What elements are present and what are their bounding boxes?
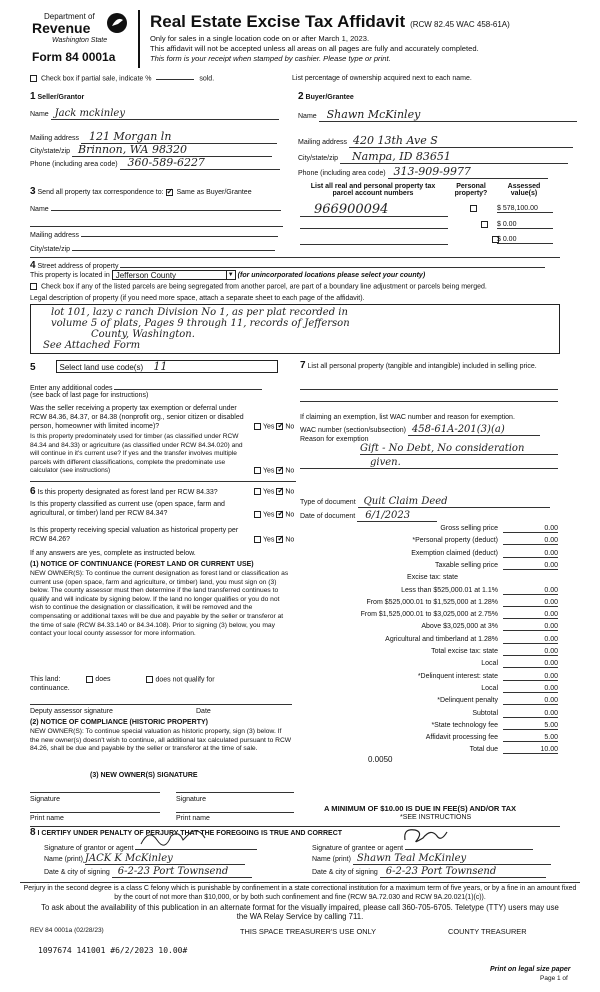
buyer-city-field[interactable]: Nampa, ID 83651 <box>340 150 568 164</box>
notice1-title: (1) NOTICE OF CONTINUANCE (FOREST LAND OR CURRENT USE) <box>30 561 254 568</box>
signature-label-2: Signature <box>176 796 206 803</box>
see-instructions: *SEE INSTRUCTIONS <box>400 814 472 821</box>
calc-row-value[interactable]: 0.00 <box>503 537 558 545</box>
current-use-yes[interactable] <box>254 511 261 518</box>
q-exemption-no[interactable] <box>276 423 283 430</box>
section-divider-4 <box>30 257 560 258</box>
grantor-sig-row: Signature of grantor or agent <box>44 840 257 852</box>
partial-sale-percent[interactable] <box>156 79 194 80</box>
county-select[interactable] <box>112 270 236 280</box>
grantor-name-field[interactable]: JACK K McKinley <box>85 853 245 865</box>
wa-logo-icon <box>106 12 128 34</box>
calc-row-value[interactable]: 0.00 <box>503 599 558 607</box>
print-name-line-1[interactable] <box>30 812 160 813</box>
land-does-checkbox[interactable] <box>86 676 93 683</box>
corr-name-row: Name <box>30 203 281 213</box>
grantee-signature-scribble <box>401 824 451 846</box>
parcel-number-1[interactable]: 966900094 <box>300 202 448 217</box>
corr-name-field[interactable] <box>51 203 281 211</box>
legal-line-3: County, Washington. <box>91 329 195 340</box>
legal-line-1: lot 101, lazy c ranch Division No 1, as per plat recorded in <box>51 307 348 318</box>
calc-row-label: Agricultural and timberland at 1.28% <box>385 635 498 643</box>
personal-property-checkbox-1[interactable] <box>470 205 477 212</box>
assessed-value-3[interactable]: $ 0.00 <box>497 236 553 244</box>
q-exemption: Was the seller receiving a property tax exemption or deferral under RCW 84.36, 84.37, or 84.38 (nonprofit org., senior citizen or disabled person, homeowner with limited income)? <box>30 405 244 430</box>
personal-col-header: Personal property? <box>454 183 488 197</box>
notice1-body: NEW OWNER(S): To continue the current designation as forest land or classification as current use (open space, farm and agriculture, or timber) land, you must sign on (3) below. The county assessor must then determine if the land transferred continues to qualify and will indicate by signing below. If the land no longer qualifies or you do not wish to continue the designation or classification, it will be removed and the compensating or additional taxes will be due and payable by the seller or transferor at the time of sale (RCW 84.33.140 or 84.34.108). Prior to signing (3) below, you may contact your local county assessor for more information. <box>30 570 289 638</box>
q-timber: Is this property predominately used for timber (as classified under RCW 84.34 and 84.33) or agriculture (as classified under RCW 84.34.020) and will continue in it's current use? If yes and the transfer involves multiple parcels with different classifications, complete the predominate use calculator (see instructions) <box>30 433 243 474</box>
treasurer-use: THIS SPACE TREASURER'S USE ONLY <box>240 927 377 936</box>
partial-sale-row <box>30 75 214 82</box>
deputy-signature-label: Deputy assessor signature <box>30 708 113 715</box>
seller-city-field[interactable]: Brinnon, WA 98320 <box>72 143 272 157</box>
calc-row-label: *State technology fee <box>431 721 498 729</box>
print-name-label-2: Print name <box>176 815 210 822</box>
calc-row-value[interactable]: 0.00 <box>503 648 558 656</box>
partial-sale-sold: sold. <box>199 75 215 83</box>
current-use-q: Is this property classified as current use (open space, farm and agricultural, or timber) land per RCW 84.34? <box>30 501 225 517</box>
historic-no[interactable] <box>276 536 283 543</box>
legal-desc-label: Legal description of property (if you need more space, attach a separate sheet to each page of the affidavit). <box>30 295 365 302</box>
tax-calc-table <box>296 522 566 812</box>
personal-property-line-1[interactable] <box>300 389 558 390</box>
calc-row-value[interactable]: 0.00 <box>503 685 558 693</box>
answers-note: If any answers are yes, complete as instructed below. <box>30 550 196 557</box>
page-title: Real Estate Excise Tax Affidavit <box>150 12 406 31</box>
street-address-field[interactable] <box>120 260 545 268</box>
historic-q: Is this property receiving special valuation as historical property per RCW 84.26? <box>30 527 239 543</box>
corr-mailing-field[interactable] <box>81 229 278 237</box>
buyer-name-field[interactable]: Shawn McKinley <box>319 108 577 122</box>
forest-no[interactable] <box>276 488 283 495</box>
calc-row-value[interactable]: 0.00 <box>503 587 558 595</box>
buyer-phone-row: Phone (including area code) 313-909-9977 <box>298 165 548 179</box>
calc-row-label: *Personal property (deduct) <box>412 537 498 545</box>
calc-row-value[interactable]: 5.00 <box>503 722 558 730</box>
seller-phone-row: Phone (including area code) 360-589-6227 <box>30 156 280 170</box>
forest-q-row: 6 Is this property designated as forest land per RCW 84.33? <box>30 486 218 497</box>
header-sub2: This affidavit will not be accepted unless all areas on all pages are fully and accurately completed. <box>150 44 479 53</box>
current-use-answers: Yes ✓ No <box>254 511 294 518</box>
calc-row-value[interactable]: 0.00 <box>503 611 558 619</box>
calc-row-label: From $525,000.01 to $1,525,000 at 1.28% <box>366 598 498 606</box>
wac-field[interactable]: 458-61A-201(3)(a) <box>408 424 540 436</box>
calc-row-value[interactable]: 0.00 <box>503 623 558 631</box>
parcel-number-3[interactable] <box>300 244 448 245</box>
corr-mailing-row: Mailing address <box>30 229 278 239</box>
forest-yes[interactable] <box>254 488 261 495</box>
calc-row-value[interactable]: 0.00 <box>503 673 558 681</box>
back-note: (see back of last page for instructions) <box>30 392 149 399</box>
buyer-mailing-row: Mailing address 420 13th Ave S <box>298 134 573 148</box>
personal-property-checkbox-2[interactable] <box>481 221 488 228</box>
wac-row: WAC number (section/subsection) 458-61A-201(3)(a) <box>300 424 540 436</box>
alt-format-notice: To ask about the availability of this publication in an alternate format for the visually impaired, please call 360-705-6705. Teletype (TTY) users may use the WA Relay Service by calling 711. <box>41 903 559 921</box>
title-block <box>150 12 510 32</box>
land-use-value: 11 <box>153 360 168 373</box>
notice2-title: (2) NOTICE OF COMPLIANCE (HISTORIC PROPERTY) <box>30 719 208 726</box>
doc-date-field[interactable]: 6/1/2023 <box>357 510 437 522</box>
q-timber-no[interactable] <box>276 467 283 474</box>
seller-name-field[interactable]: Jack mckinley <box>51 108 279 120</box>
section-divider-6 <box>30 481 296 482</box>
reason-line-2[interactable]: given. <box>300 457 558 469</box>
legal-description-field[interactable] <box>30 304 560 354</box>
grantee-signature-field[interactable] <box>405 840 533 850</box>
parcel-col-header: List all real and personal property tax parcel account numbers <box>310 183 436 197</box>
calc-row-label: *Delinquent interest: state <box>417 672 498 680</box>
calc-row-label: Subtotal <box>472 709 498 717</box>
header-sub3: This form is your receipt when stamped by cashier. Please type or print. <box>150 54 391 63</box>
grantee-name-row: Name (print) Shawn Teal McKinley <box>312 853 551 865</box>
q-timber-yes[interactable] <box>254 467 261 474</box>
this-land-row: This land: does does not qualify for <box>30 676 215 684</box>
calc-row-value[interactable]: 0.00 <box>503 636 558 644</box>
dor-logo <box>30 10 130 46</box>
deputy-signature-line[interactable] <box>30 704 292 705</box>
seller-heading: 1 Seller/Grantor <box>30 91 85 102</box>
ownership-note: List percentage of ownership acquired next to each name. <box>292 75 472 82</box>
rev-number: REV 84 0001a (02/28/23) <box>30 927 104 934</box>
seller-mailing-row: Mailing address 121 Morgan ln <box>30 130 277 144</box>
county-treasurer: COUNTY TREASURER <box>448 927 527 936</box>
historic-answers: Yes ✓ No <box>254 536 294 543</box>
seller-name-row: Name Jack mckinley <box>30 108 279 120</box>
county-row: This property is located in Jefferson County ▼ (for unincorporated locations please select your county) <box>30 271 426 280</box>
land-use-select[interactable]: Select land use code(s) 11 <box>56 360 278 373</box>
buyer-mailing-field[interactable]: 420 13th Ave S <box>349 134 573 148</box>
q-exemption-yes[interactable] <box>254 423 261 430</box>
county-select-value: Jefferson County <box>115 271 177 280</box>
print-name-line-2[interactable] <box>176 812 294 813</box>
street-row: 4 Street address of property <box>30 260 545 271</box>
reason-line-1[interactable]: Gift - No Debt, No consideration <box>360 443 558 455</box>
buyer-heading: 2 Buyer/Grantee <box>298 91 354 102</box>
page-number: Page 1 of <box>540 975 568 982</box>
perjury-notice: Perjury in the second degree is a class C felony which is punishable by confinement in a state correctional institution for a maximum term of five years, or by a fine in an amount fixed by the court of not more than $10,000, or by both such confinement and fine (RCW 9A.72.030 and RCW 9A.20.021(1)(c)). <box>20 882 580 902</box>
historic-yes[interactable] <box>254 536 261 543</box>
doc-date-row: Date of document 6/1/2023 <box>300 510 437 522</box>
calc-row-label: Affidavit processing fee <box>425 734 498 742</box>
local-rate: 0.0050 <box>368 755 393 764</box>
grantee-sig-row: Signature of grantee or agent <box>312 840 533 852</box>
grantee-date-field[interactable]: 6-2-23 Port Townsend <box>380 866 546 878</box>
partial-sale-label: Check box if partial sale, indicate % <box>40 75 152 83</box>
q-timber-answers: Yes ✓ No <box>254 467 294 474</box>
land-does-not-checkbox[interactable] <box>146 676 153 683</box>
signature-label-1: Signature <box>30 796 60 803</box>
calc-row-value[interactable]: 10.00 <box>503 746 558 754</box>
parcel-number-2[interactable] <box>300 228 448 229</box>
new-owner-sig-line-1[interactable] <box>30 792 160 793</box>
grantee-date-row: Date & city of signing 6-2-23 Port Townsend <box>312 866 546 878</box>
calc-row-label: Total due <box>469 746 498 754</box>
calc-row-label: Gross selling price <box>440 525 498 532</box>
continuance-label: continuance. <box>30 685 70 692</box>
exemption-note: If claiming an exemption, list WAC number and reason for exemption. <box>300 414 515 421</box>
legal-line-2: volume 5 of plats, Pages 9 through 11, records of Jefferson <box>51 318 350 329</box>
doc-type-field[interactable]: Quit Claim Deed <box>358 496 550 508</box>
legal-line-4: See Attached Form <box>43 340 141 351</box>
title-rcw: (RCW 82.45 WAC 458-61A) <box>410 20 510 29</box>
grantor-signature-field[interactable] <box>135 840 257 850</box>
buyer-name-row: Name Shawn McKinley <box>298 108 577 122</box>
cashier-stamp: 1097674 141001 #6/2/2023 10.00# <box>38 946 188 955</box>
deputy-date-label: Date <box>196 708 211 715</box>
notice2-body: NEW OWNER(S): To continue special valuation as historic property, sign (3) below. If the new owner(s) doesn't wish to continue, all additional tax calculated pursuant to RCW 84.26, shall be due and payable by the seller or transferor at the time of sale. <box>30 728 292 753</box>
grantee-name-field[interactable]: Shawn Teal McKinley <box>353 853 551 865</box>
calc-row-label: Above $3,025,000 at 3% <box>421 623 498 631</box>
additional-codes-field[interactable] <box>114 382 262 390</box>
calc-row-value[interactable]: 0.00 <box>503 697 558 705</box>
current-use-no[interactable] <box>276 511 283 518</box>
print-legal-note: Print on legal size paper <box>490 966 571 973</box>
calc-row-value[interactable]: 5.00 <box>503 734 558 742</box>
grantor-name-row: Name (print) JACK K McKinley <box>44 853 245 865</box>
seller-phone-field[interactable]: 360-589-6227 <box>120 156 280 170</box>
correspondence-heading: 3 Send all property tax correspondence to: ✓ Same as Buyer/Grantee <box>30 186 252 197</box>
calc-row-value[interactable]: 0.00 <box>503 710 558 718</box>
segregation-checkbox[interactable] <box>30 283 37 290</box>
assessed-col-header: Assessed value(s) <box>507 183 541 197</box>
calc-row-label: Less than $525,000.01 at 1.1% <box>401 586 498 594</box>
section7-heading: 7 List all personal property (tangible and intangible) included in selling price. <box>300 360 537 371</box>
corr-city-field[interactable] <box>72 243 275 251</box>
dept-line1: Department of <box>44 12 95 21</box>
land-use-row: 5 Select land use code(s) 11 <box>30 360 278 373</box>
calc-row-label: Exemption claimed (deduct) <box>411 549 498 557</box>
additional-codes-label: Enter any additional codes <box>30 382 262 392</box>
minimum-note: A MINIMUM OF $10.00 IS DUE IN FEE(S) AND/OR TAX <box>324 804 517 813</box>
corr-city-row: City/state/zip <box>30 243 275 253</box>
calc-row-label: Local <box>481 660 498 668</box>
assessed-value-1[interactable]: $ 578,100.00 <box>497 205 553 213</box>
same-as-buyer-checkbox[interactable] <box>166 189 173 196</box>
new-owner-sig-title: (3) NEW OWNER(S) SIGNATURE <box>90 772 198 779</box>
buyer-city-row: City/state/zip Nampa, ID 83651 <box>298 150 568 164</box>
calc-row-value[interactable]: 0.00 <box>503 562 558 570</box>
header-divider <box>138 10 140 68</box>
grantor-signature-scribble <box>139 826 209 848</box>
personal-property-line-2[interactable] <box>300 401 558 402</box>
buyer-phone-field[interactable]: 313-909-9977 <box>388 165 548 179</box>
grantor-date-field[interactable]: 6-2-23 Port Townsend <box>112 866 252 878</box>
print-name-label-1: Print name <box>30 815 64 822</box>
chevron-down-icon: ▼ <box>226 271 235 280</box>
calc-row-value[interactable]: 0.00 <box>503 660 558 668</box>
segregation-row: Check box if any of the listed parcels are being segregated from another parcel, are part of a boundary line adjustment or parcels being merged. <box>30 283 487 290</box>
certify-heading: 8 I CERTIFY UNDER PENALTY OF PERJURY THAT THE FOREGOING IS TRUE AND CORRECT <box>30 827 343 838</box>
seller-mailing-field[interactable]: 121 Morgan ln <box>81 130 277 144</box>
calc-row-value[interactable]: 0.00 <box>503 525 558 533</box>
forest-q-answers: Yes ✓ No <box>254 488 294 495</box>
calc-row-value[interactable]: 0.00 <box>503 550 558 558</box>
new-owner-sig-line-2[interactable] <box>176 792 294 793</box>
dept-line2: Revenue <box>32 20 91 36</box>
q-exemption-answers: Yes ✓ No <box>254 423 294 430</box>
partial-sale-checkbox[interactable] <box>30 75 37 82</box>
doc-type-row: Type of document Quit Claim Deed <box>300 496 550 508</box>
grantor-date-row: Date & city of signing 6-2-23 Port Townsend <box>44 866 252 878</box>
form-number: Form 84 0001a <box>32 50 116 64</box>
seller-city-row: City/state/zip Brinnon, WA 98320 <box>30 143 272 157</box>
dept-line3: Washington State <box>52 37 108 44</box>
corr-extra-line[interactable] <box>30 226 283 227</box>
header-sub1: Only for sales in a single location code on or after March 1, 2023. <box>150 34 370 43</box>
assessed-value-2[interactable]: $ 0.00 <box>497 221 553 229</box>
calc-row-label: Local <box>481 684 498 692</box>
calc-row-label: Total excise tax: state <box>431 648 498 655</box>
calc-row-label: From $1,525,000.01 to $3,025,000 at 2.75% <box>360 611 498 619</box>
calc-row-label: Taxable selling price <box>434 561 498 569</box>
reason-label: Reason for exemption <box>300 436 369 443</box>
calc-row-label: *Delinquent penalty <box>437 697 498 705</box>
calc-row-label: Excise tax: state <box>407 574 458 582</box>
